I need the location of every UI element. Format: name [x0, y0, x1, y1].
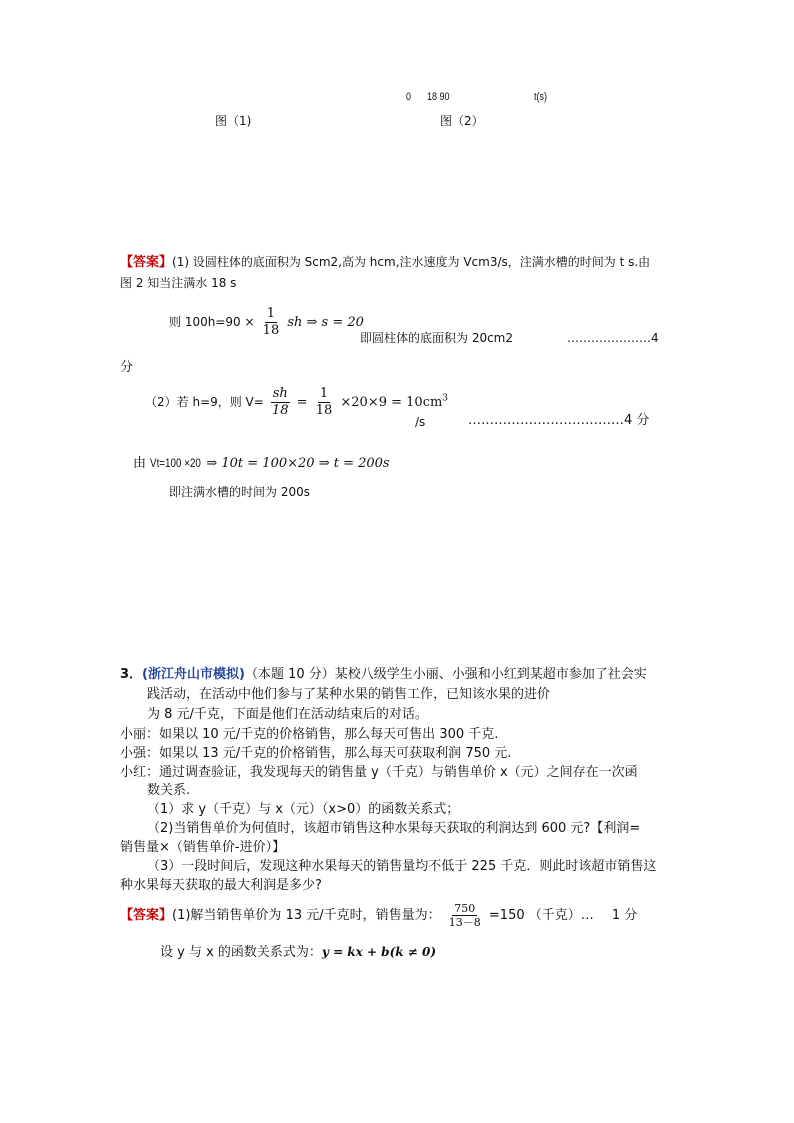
equation-1 [169, 306, 364, 339]
eq2-frac1-den: 18 [271, 403, 289, 418]
answer-3-fraction [447, 902, 483, 929]
answer-3-num: 750 [454, 902, 476, 915]
eq1-rest: sh ⇒ s = 20 [287, 315, 364, 330]
problem-number: 3． [120, 667, 143, 682]
answer-3-text: (1)解当销售单价为 13 元/千克时，销售量为： [172, 908, 441, 923]
eq1-prefix: 则 100h=90 × [169, 315, 255, 329]
dialogue-xiaohong-1: 小红：通过调查验证，我发现每天的销售量 y（千克）与销售单价 x（元）之间存在一次函 [120, 765, 638, 780]
setup-formula: y = kx + b(k ≠ 0) [321, 945, 437, 959]
eq2-exponent: 3 [442, 393, 449, 404]
problem-3-line-2: 践活动，在活动中他们参与了某种水果的销售工作，已知该水果的进价 [147, 687, 551, 702]
eq1-den: 18 [262, 323, 280, 338]
problem-source: (浙江舟山市模拟) [142, 667, 245, 682]
axis-t-label: t(s) [534, 91, 548, 103]
answer-3-result: =150 （千克）… [488, 908, 594, 923]
eq3-prefix: 由 [133, 456, 147, 471]
setup-text: 设 y 与 x 的函数关系式为： [160, 945, 322, 960]
function-setup [160, 944, 436, 961]
eq2-dots: ………………………………4 分 [468, 413, 650, 428]
question-3-line-1: （3）一段时间后，发现这种水果每天的销售量均不低于 225 千克．则此时该超市销售这 [147, 859, 657, 874]
eq3-rest: ⇒ 10t = 100×20 ⇒ t = 200s [206, 456, 390, 471]
problem-3-line-1-text: （本题 10 分）某校八级学生小丽、小强和小红到某超市参加了社会实 [244, 667, 647, 682]
axis-origin-label: 0 [406, 91, 412, 103]
answer-line-2: 图 2 知当注满水 18 s [120, 276, 237, 290]
problem-3-answer [120, 902, 637, 929]
eq2-frac2-num: 1 [319, 386, 329, 401]
problem-3-line-1 [120, 666, 647, 683]
axis-tick-labels: 18 90 [427, 91, 450, 103]
eq3-small: Vt=100 ×20 [150, 456, 202, 470]
answer-tag: 【答案】 [120, 255, 173, 270]
answer-tag-3: 【答案】 [120, 908, 173, 923]
eq2-rest: ×20×9 = 10cm [340, 395, 443, 410]
eq1-num: 1 [266, 306, 276, 321]
question-3-line-2: 种水果每天获取的最大利润是多少? [120, 878, 322, 893]
eq2-fraction-1 [270, 386, 291, 419]
answer-text: (1) 设圆柱体的底面积为 Scm2,高为 hcm,注水速度为 Vcm3/s，注满水槽的时间为 t s.由 [172, 255, 651, 269]
answer-conclusion: 即注满水槽的时间为 200s [169, 485, 310, 499]
eq2-unit: /s [415, 415, 426, 429]
eq2-equals: = [296, 395, 308, 410]
figure-1-caption: 图（1) [215, 114, 252, 128]
answer-3-score: 1 分 [611, 908, 638, 923]
answer-line-1 [120, 254, 650, 271]
score-fen-1: 分 [120, 360, 134, 375]
equation-3 [133, 452, 390, 471]
dialogue-xiaoqiang: 小强：如果以 13 元/千克的价格销售，那么每天可获取利润 750 元. [120, 746, 512, 761]
eq2-frac2-den: 18 [315, 403, 333, 418]
eq2-prefix: （2）若 h=9，则 V= [145, 395, 264, 409]
dialogue-xiaoli: 小丽：如果以 10 元/千克的价格销售，那么每天可售出 300 千克. [120, 727, 499, 742]
figure-2-caption: 图（2） [440, 114, 484, 128]
equation-2 [145, 386, 448, 419]
eq2-fraction-2 [314, 386, 335, 419]
eq1-fraction [261, 306, 282, 339]
answer-3-den: 13－8 [448, 916, 481, 929]
eq1-result: 即圆柱体的底面积为 20cm2 [360, 331, 514, 345]
question-2-line-2: 销售量×（销售单价-进价）】 [120, 840, 286, 855]
question-1: （1）求 y（千克）与 x（元）（x>0）的函数关系式； [147, 802, 460, 817]
eq2-frac1-num: sh [272, 386, 288, 401]
dialogue-xiaohong-2: 数关系. [147, 783, 191, 798]
eq1-dots: …………………4 [567, 331, 659, 345]
problem-3-line-3: 为 8 元/千克，下面是他们在活动结束后的对话。 [147, 707, 428, 722]
question-2-line-1: （2)当销售单价为何值时，该超市销售这种水果每天获取的利润达到 600 元?【利润= [147, 821, 641, 836]
